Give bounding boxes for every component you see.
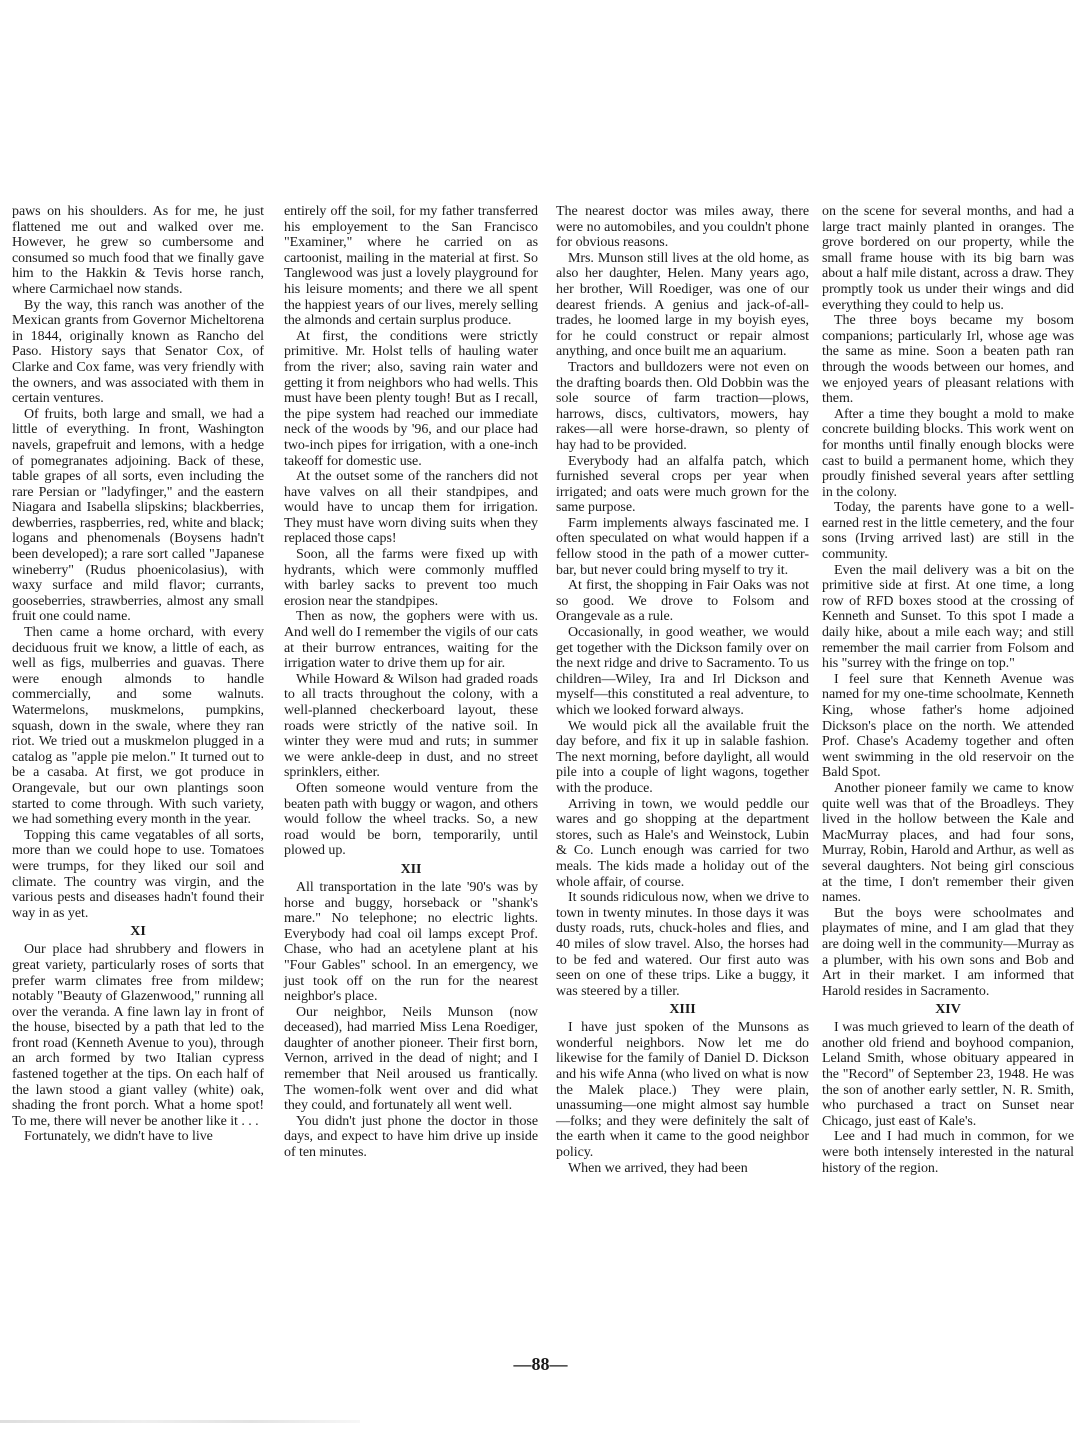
paragraph: While Howard & Wilson had graded roads to all tracts throughout the colony, with a well-planned checkerboard layout, these roads were strictly of the native soil. In winter they were mud and ruts; in summer we were ankle-deep in dust, and no street sprinklers, either. bbox=[284, 671, 538, 781]
paragraph: Another pioneer family we came to know quite well was that of the Broadleys. They lived in the hollow between the Kale and MacMurray places, and had four sons, Murray, Robin, Harold and Arthur, as well as several daughters. Not being girl conscious at the time, I don't remember their given names. bbox=[822, 780, 1074, 906]
text-column-3 bbox=[556, 204, 809, 1176]
paragraph: Tractors and bulldozers were not even on the drafting boards then. Old Dobbin was the sole source of farm traction—plows, harrows, discs, cultivators, mowers, hay rakes—all were horse-drawn, so plenty of hay had to be provided. bbox=[556, 359, 809, 453]
text-column-2 bbox=[284, 204, 538, 1161]
paragraph: Often someone would venture from the beaten path with buggy or wagon, and others would follow the wheel tracks. So, a new road would be born, temporarily, until plowed up. bbox=[284, 780, 538, 859]
scan-smudge bbox=[0, 1420, 360, 1423]
paragraph: Our neighbor, Neils Munson (now deceased), had married Miss Lena Roediger, daughter of another pioneer. Their first born, Vernon, arrived in the dead of night; and I remember that Neil aroused us frantically. The women-folk went over and did what they could, and fortunately all went well. bbox=[284, 1004, 538, 1114]
paragraph: Occasionally, in good weather, we would get together with the Dickson family over on the next ridge and drive to Sacramento. To us children—Wiley, Ira and Irl Dickson and myself—this constituted a real adventure, to which we looked forward always. bbox=[556, 625, 809, 718]
section-heading-xiii: XIII bbox=[669, 1002, 696, 1018]
paragraph: You didn't just phone the doctor in those days, and expect to have him drive up inside of ten minutes. bbox=[284, 1113, 538, 1161]
paragraph: The nearest doctor was miles away, there were no automobiles, and you couldn't phone for obvious reasons. bbox=[556, 204, 809, 251]
paragraph: Fortunately, we didn't have to live bbox=[24, 1129, 213, 1145]
paragraph: entirely off the soil, for my father transferred his employement to the San Francisco "Examiner," where he carried on as cartoonist, mailing in the material at first. So Tanglewood was just a lovely playground for his leisure moments; and there we all spent the happiest years of our lives, merely selling the almonds and certain surplus produce. bbox=[284, 204, 538, 329]
paragraph: After a time they bought a mold to make concrete building blocks. This work went on for months until finally enough blocks were cast to build a permanent home, which they proudly finished several years after settling in the colony. bbox=[822, 406, 1074, 500]
text-column-1 bbox=[12, 204, 264, 1145]
paragraph: Then as now, the gophers were with us. And well do I remember the vigils of our cats at their burrow entrances, waiting for the irrigation water to drive them up for air. bbox=[284, 609, 538, 672]
section-heading-xiv: XIV bbox=[935, 1002, 961, 1018]
paragraph: But the boys were schoolmates and playmates of mine, and I am glad that they are doing well in the community—Murray as a plumber, with his own sons and Bob and Art in their market. I am informed that Harold resides in Sacramento. bbox=[822, 905, 1074, 999]
paragraph: At the outset some of the ranchers did not have valves on all their standpipes, and would have to uncap them for irrigation. They must have worn diving suits when they replaced those caps! bbox=[284, 469, 538, 547]
paragraph: paws on his shoulders. As for me, he just flattened me out and walked over me. However, he grew so cumbersome and consumed so much food that we finally gave him to the Hakkin & Tevis horse ranch, where Carmichael now stands. bbox=[12, 204, 264, 297]
paragraph: Even the mail delivery was a bit on the primitive side at first. At one time, a long row of RFD boxes stood at the crossing of Kenneth and Sunset. To this spot I made a daily hike, about a mile each way; and still remember the mail carrier from Folsom and his "surrey with the fringe on top." bbox=[822, 562, 1074, 672]
paragraph: Everybody had an alfalfa patch, which furnished several crops per year when irrigated; and oats were much grown for the same purpose. bbox=[556, 453, 809, 516]
paragraph: on the scene for several months, and had a large tract mainly planted in oranges. The grove bordered on our property, while the small frame house with its big barn was about a half mile distant, across a draw. They promptly took us under their wings and did everything they could to help us. bbox=[822, 204, 1074, 313]
paragraph: Of fruits, both large and small, we had a little of everything. In front, Washington navels, grapefruit and lemons, with a hedge of pomegranates adjoining. Back of these, table grapes of all sorts, even including the rare Persian or "ladyfinger," and the eastern Niagara and Isabella slipskins; blackberries, dewberries, raspberries, red, white and black; logans and phenomenals (Boysens hadn't been developed); a rare sort called "Japanese wineberry" (Rudus phoenicolasius), with waxy surface and mild flavor; currants, gooseberries, strawberries, almost any small fruit one could name. bbox=[12, 406, 264, 625]
paragraph: I feel sure that Kenneth Avenue was named for my one-time schoolmate, Kenneth King, whose father's home adjoined Dickson's place on the north. We attended Prof. Chase's Academy together and often went swimming in the old reservoir on the Bald Spot. bbox=[822, 671, 1074, 781]
paragraph: Topping this came vegatables of all sorts, more than we could hope to use. Tomatoes were trumps, for they liked our soil and climate. The country was virgin, and the various pests and diseases hadn't found their way in as yet. bbox=[12, 827, 264, 921]
paragraph: I have just spoken of the Munsons as wonderful neighbors. Now let me do likewise for the family of Daniel D. Dickson and his wife Anna (who lived on what is now the Malek place.) They were plain, unassuming—one might almost say humble—folks; and they were definitely the salt of the earth when it came to the good neighbor policy. bbox=[556, 1020, 809, 1161]
section-heading-xi: XI bbox=[130, 924, 146, 940]
paragraph: Our place had shrubbery and flowers in great variety, particularly roses of sorts that prefer warm climates free from mildew; notably "Beauty of Glazenwood," running all over the veranda. A fine lawn lay in front of the house, bisected by a path that led to the front road (Kenneth Avenue to you), through an arch formed by two Italian cypress fastened together at the tips. On each half of the lawn stood a giant valley (white) oak, shading the front porch. What a home spot! To me, there will never be another like it . . . bbox=[12, 942, 264, 1129]
paragraph: We would pick all the available fruit the day before, and fix it up in salable fashion. The next morning, before daylight, all would pile into a couple of light wagons, together with the produce. bbox=[556, 718, 809, 796]
paragraph: It sounds ridiculous now, when we drive to town in twenty minutes. In those days it was dusty roads, ruts, chuck-holes and flies, and 40 miles of slow travel. Also, the horses had to be fed and watered. Our first auto was seen on one of these trips. Like a buggy, it was steered by a tiller. bbox=[556, 890, 809, 999]
paragraph: By the way, this ranch was another of the Mexican grants from Governor Micheltorena in 1844, originally known as Rancho del Paso. History says that Senator Cox, of Clarke and Cox fame, was very friendly with the owners, and was associated with them in certain ventures. bbox=[12, 297, 264, 407]
paragraph: Farm implements always fascinated me. I often speculated on what would happen if a fellow stood in the path of a mower cutter-bar, but never could bring myself to try it. bbox=[556, 515, 809, 578]
paragraph: Then came a home orchard, with every deciduous fruit we know, a little of each, as well as figs, mulberries and guavas. There were enough almonds to handle commercially, and some walnuts. Watermelons, muskmelons, pumpkins, squash, down in the swale, where they ran riot. We tried out a muskmelon plugged in a catalog as "apple pie melon." It turned out to be a casaba. At first, we got produce in Orangevale, but our own plantings soon started to come through. With such variety, we had something every month in the year. bbox=[12, 625, 264, 828]
page-number: —88— bbox=[513, 1354, 568, 1374]
paragraph: Arriving in town, we would peddle our wares and go shopping at the department stores, such as Hale's and Weinstock, Lubin & Co. Lunch enough was carried for two meals. The kids made a holiday out of the whole affair, of course. bbox=[556, 796, 809, 890]
paragraph: I was much grieved to learn of the death of another old friend and boyhood companion, Leland Smith, whose obituary appeared in the "Record" of September 23, 1948. He was the son of another early settler, N. R. Smith, who purchased a tract on Sunset near Chicago, just east of Kale's. bbox=[822, 1020, 1074, 1129]
paragraph: Mrs. Munson still lives at the old home, as also her daughter, Helen. Many years ago, her brother, Will Roediger, was one of our dearest friends. A genius and jack-of-all-trades, he loomed large in my boyish eyes, for he could construct or repair almost anything, and once built me an aquarium. bbox=[556, 250, 809, 360]
paragraph: The three boys became my bosom companions; particularly Irl, whose age was the same as mine. Soon a beaten path ran through the woods between our homes, and we enjoyed years of pleasant relations with them. bbox=[822, 313, 1074, 407]
paragraph: Soon, all the farms were fixed up with hydrants, which were commonly muffled with barley sacks to prevent too much erosion near the standpipes. bbox=[284, 547, 538, 609]
paragraph: All transportation in the late '90's was by horse and buggy, horseback or "shank's mare." No telephone; no electric lights. Everybody had coal oil lamps except Prof. Chase, who had an acetylene plant at his "Four Gables" school. In an emergency, we just took off on the run for the nearest neighbor's place. bbox=[284, 879, 538, 1005]
text-column-4 bbox=[822, 204, 1074, 1176]
paragraph: At first, the conditions were strictly primitive. Mr. Holst tells of hauling water from the river; also, saving rain water and getting it from neighbors who had wells. This must have been plenty tough! But as I recall, the pipe system had reached our immediate neck of the woods by '96, and our place had two-inch pipes for irrigation, with a one-inch takeoff for domestic use. bbox=[284, 328, 538, 469]
section-heading-xii: XII bbox=[400, 861, 422, 877]
paragraph: When we arrived, they had been bbox=[568, 1160, 748, 1176]
paragraph: At first, the shopping in Fair Oaks was not so good. We drove to Folsom and Orangevale as a rule. bbox=[556, 578, 809, 625]
paragraph: Lee and I had much in common, for we were both intensely interested in the natural history of the region. bbox=[822, 1129, 1074, 1176]
paragraph: Today, the parents have gone to a well-earned rest in the little cemetery, and the four sons (Irving arrived last) are still in the community. bbox=[822, 500, 1074, 563]
